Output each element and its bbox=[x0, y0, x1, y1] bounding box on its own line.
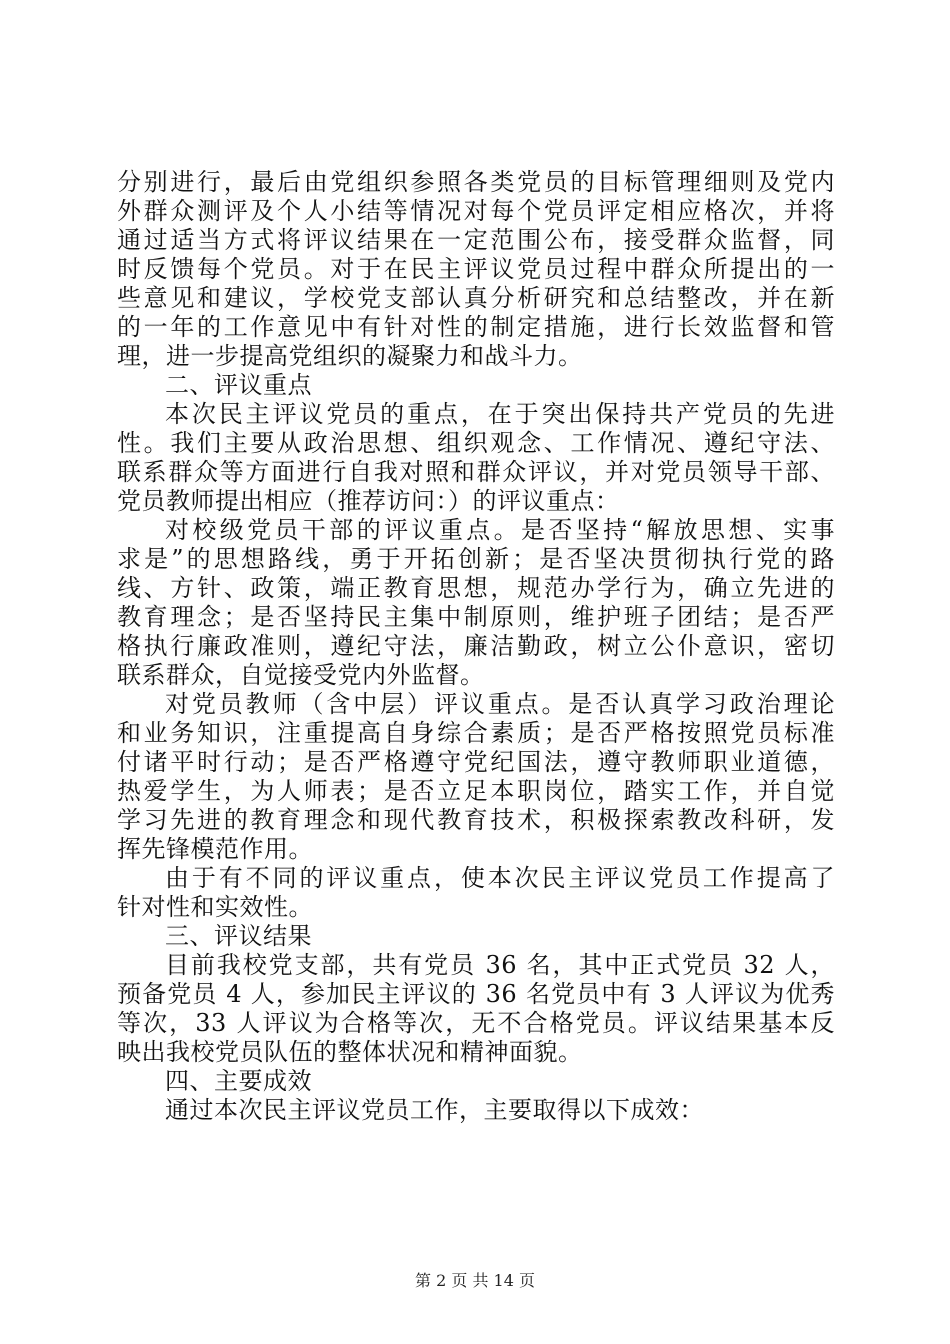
text-line: 热爱学生，为人师表；是否立足本职岗位，踏实工作，并自觉 bbox=[117, 777, 835, 805]
text-line: 等次，33 人评议为合格等次，无不合格党员。评议结果基本反 bbox=[117, 1009, 835, 1037]
text-line: 通过适当方式将评议结果在一定范围公布，接受群众监督，同 bbox=[117, 226, 835, 254]
text-line: 些意见和建议，学校党支部认真分析研究和总结整改，并在新 bbox=[117, 284, 835, 312]
text-line: 党员教师提出相应（推荐访问：）的评议重点： bbox=[117, 487, 620, 515]
section-heading: 三、评议结果 bbox=[165, 922, 312, 950]
text-line: 格执行廉政准则，遵纪守法，廉洁勤政，树立公仆意识，密切 bbox=[117, 632, 835, 660]
text-line: 教育理念；是否坚持民主集中制原则，维护班子团结；是否严 bbox=[117, 603, 835, 631]
section-heading: 四、主要成效 bbox=[165, 1067, 312, 1095]
text-line: 针对性和实效性。 bbox=[117, 893, 313, 921]
text-line: 外群众测评及个人小结等情况对每个党员评定相应格次，并将 bbox=[117, 197, 835, 225]
text-line: 预备党员 4 人，参加民主评议的 36 名党员中有 3 人评议为优秀 bbox=[117, 980, 835, 1008]
text-line: 本次民主评议党员的重点，在于突出保持共产党员的先进 bbox=[165, 400, 835, 428]
document-body bbox=[117, 168, 835, 1125]
section-heading: 二、评议重点 bbox=[165, 371, 312, 399]
text-line: 理，进一步提高党组织的凝聚力和战斗力。 bbox=[117, 342, 583, 370]
text-line: 分别进行，最后由党组织参照各类党员的目标管理细则及党内 bbox=[117, 168, 835, 196]
text-line: 联系群众等方面进行自我对照和群众评议，并对党员领导干部、 bbox=[117, 458, 835, 486]
text-line: 付诸平时行动；是否严格遵守党纪国法，遵守教师职业道德， bbox=[117, 748, 835, 776]
text-line: 性。我们主要从政治思想、组织观念、工作情况、遵纪守法、 bbox=[117, 429, 835, 457]
text-line: 学习先进的教育理念和现代教育技术，积极探索教改科研，发 bbox=[117, 806, 835, 834]
text-line: 由于有不同的评议重点，使本次民主评议党员工作提高了 bbox=[165, 864, 835, 892]
text-line: 的一年的工作意见中有针对性的制定措施，进行长效监督和管 bbox=[117, 313, 835, 341]
text-line: 求是”的思想路线，勇于开拓创新；是否坚决贯彻执行党的路 bbox=[117, 545, 835, 573]
text-line: 对校级党员干部的评议重点。是否坚持“解放思想、实事 bbox=[165, 516, 835, 544]
text-line: 目前我校党支部，共有党员 36 名，其中正式党员 32 人， bbox=[165, 951, 835, 979]
text-line: 时反馈每个党员。对于在民主评议党员过程中群众所提出的一 bbox=[117, 255, 835, 283]
text-line: 挥先锋模范作用。 bbox=[117, 835, 313, 863]
text-line: 对党员教师（含中层）评议重点。是否认真学习政治理论 bbox=[165, 690, 835, 718]
page-number-footer: 第 2 页 共 14 页 bbox=[415, 1271, 535, 1290]
text-line: 线、方针、政策，端正教育思想，规范办学行为，确立先进的 bbox=[117, 574, 835, 602]
text-line: 和业务知识，注重提高自身综合素质；是否严格按照党员标准 bbox=[117, 719, 835, 747]
text-line: 通过本次民主评议党员工作，主要取得以下成效： bbox=[165, 1096, 704, 1124]
text-line: 联系群众，自觉接受党内外监督。 bbox=[117, 661, 485, 689]
text-line: 映出我校党员队伍的整体状况和精神面貌。 bbox=[117, 1038, 583, 1066]
